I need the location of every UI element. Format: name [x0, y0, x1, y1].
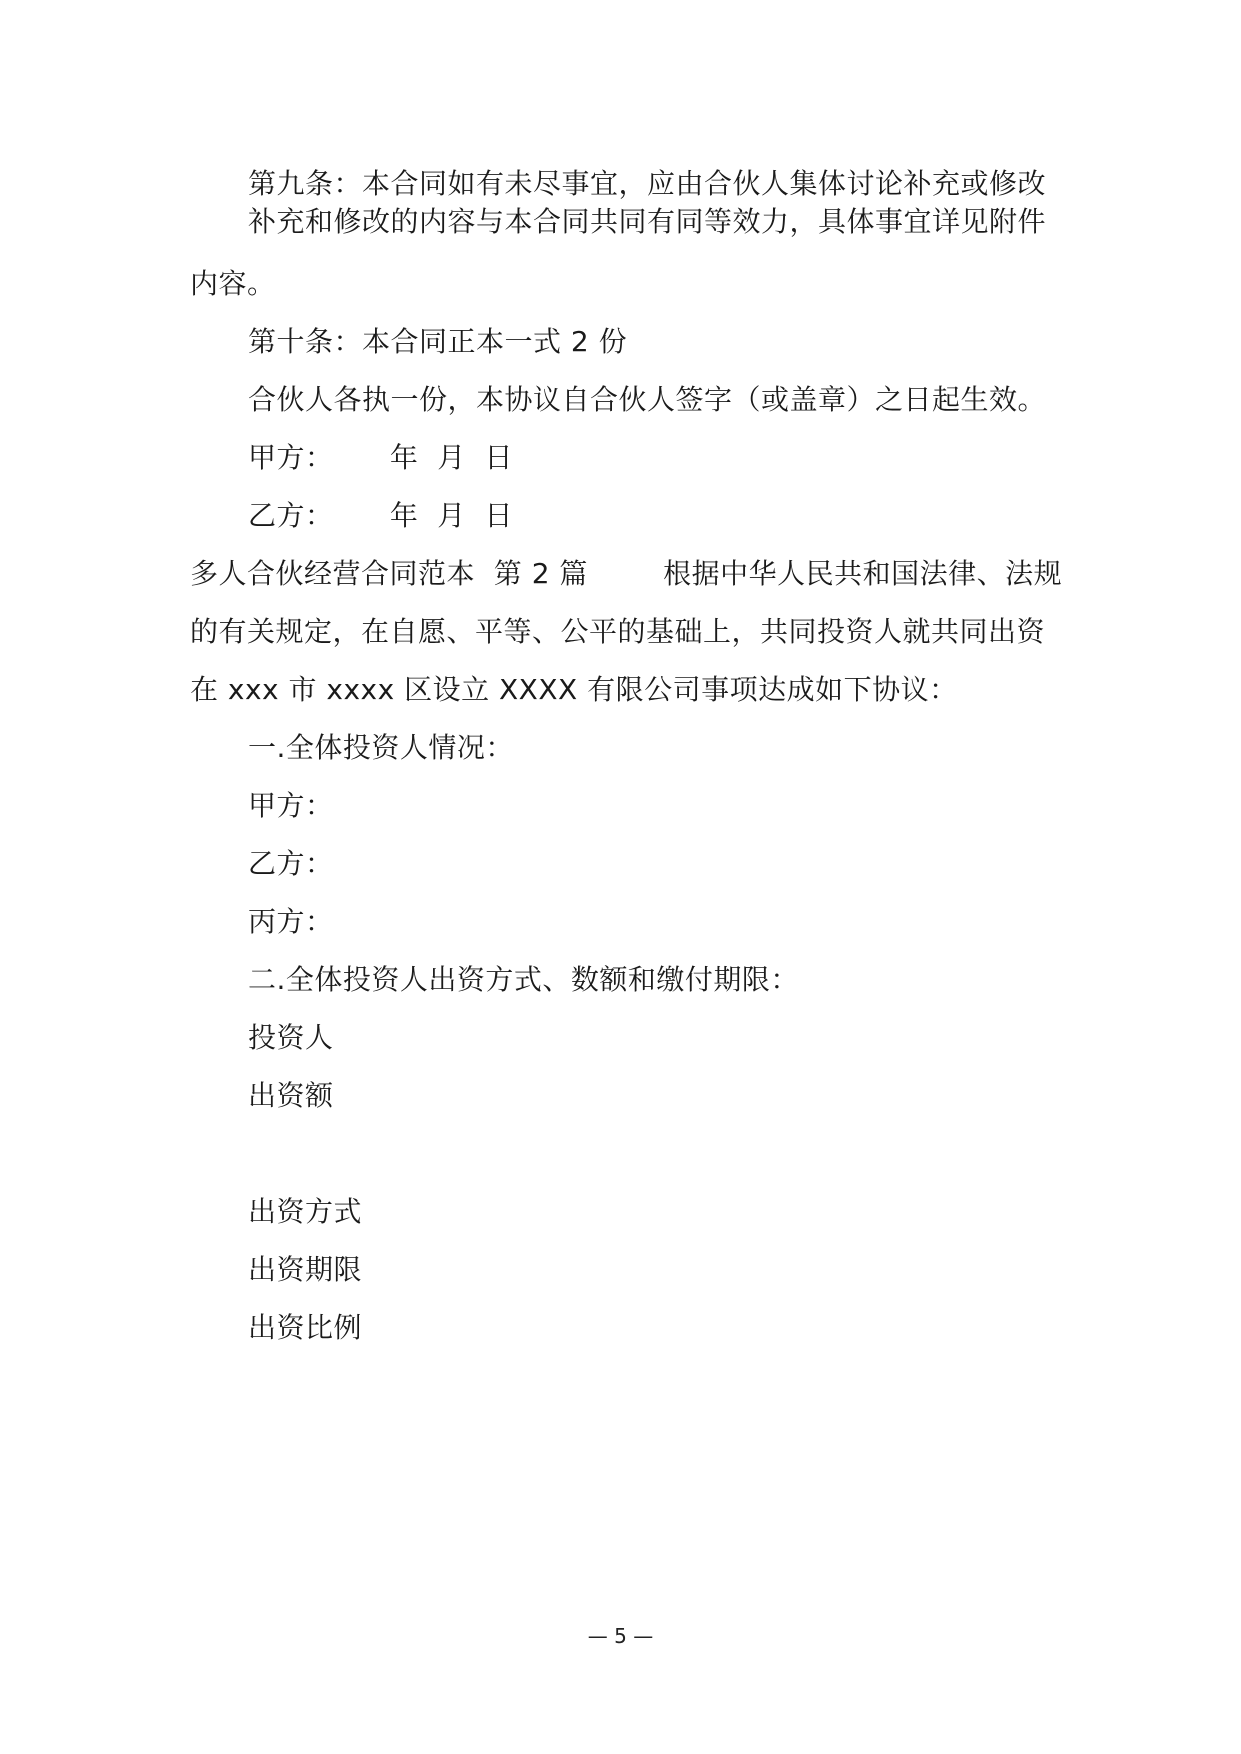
contribution-ratio-label: 出资比例 [248, 1311, 363, 1344]
page-number: — 5 — [587, 1624, 654, 1648]
article-9-line-2: 补充和修改的内容与本合同共同有同等效力，具体事宜详见附件 [248, 205, 1047, 238]
article-9-line-1: 第九条：本合同如有未尽事宜，应由合伙人集体讨论补充或修改 [248, 167, 1047, 200]
party-b-signature-line: 乙方： 年 月 日 [248, 499, 514, 532]
investor-party-a: 甲方： [248, 789, 334, 822]
investor-party-b: 乙方： [248, 847, 334, 880]
section-2-body-line-3: 在 xxx 市 xxxx 区设立 XXXX 有限公司事项达成如下协议： [190, 673, 958, 706]
article-10-line-2: 合伙人各执一份，本协议自合伙人签字（或盖章）之日起生效。 [248, 383, 1047, 416]
contribution-amount-label: 出资额 [248, 1079, 334, 1112]
article-9-line-3: 内容。 [190, 267, 276, 300]
contribution-investor-label: 投资人 [248, 1021, 334, 1054]
contribution-term-label: 出资期限 [248, 1253, 363, 1286]
contribution-method-label: 出资方式 [248, 1195, 363, 1228]
article-10-line-1: 第十条：本合同正本一式 2 份 [248, 325, 628, 358]
section-2-heading-line: 多人合伙经营合同范本 第 2 篇 根据中华人民共和国法律、法规 [190, 557, 1063, 590]
contribution-heading: 二.全体投资人出资方式、数额和缴付期限： [248, 963, 799, 996]
party-a-signature-line: 甲方： 年 月 日 [248, 441, 514, 474]
investor-party-c: 丙方： [248, 905, 334, 938]
section-2-body-line-2: 的有关规定，在自愿、平等、公平的基础上，共同投资人就共同出资 [190, 615, 1046, 648]
investors-heading: 一.全体投资人情况： [248, 731, 514, 764]
